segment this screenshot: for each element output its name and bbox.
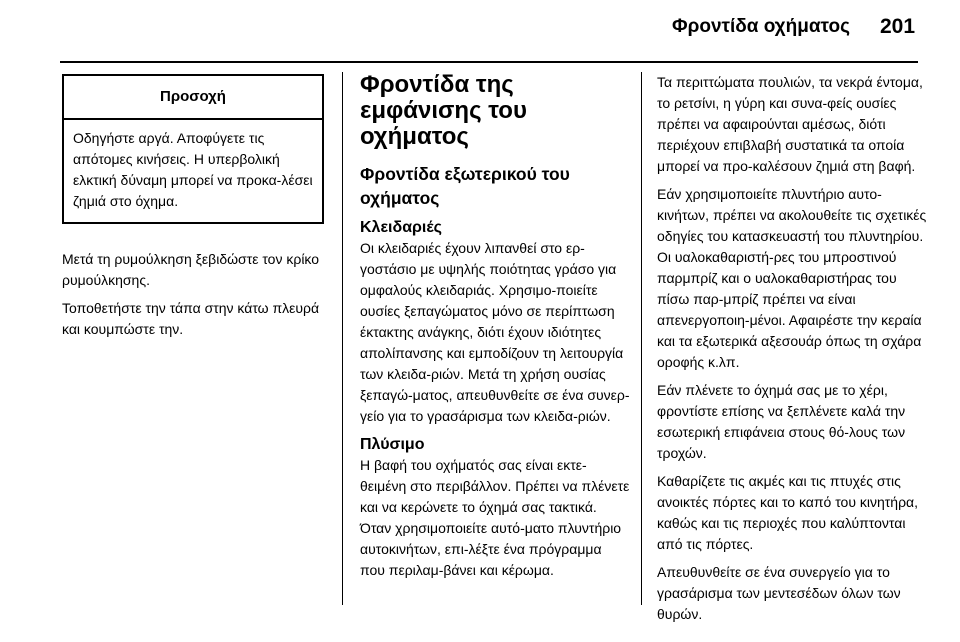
running-title: Φροντίδα οχήματος: [672, 16, 850, 37]
caution-text: Οδηγήστε αργά. Αποφύγετε τις απότομες κινήσεις. Η υπερβολική ελκτική δύναμη μπορεί να προκα-λέσει ζημιά στο όχημα.: [73, 130, 313, 209]
paragraph-bird-droppings: Τα περιττώματα πουλιών, τα νεκρά έντομα, το ρετσίνι, η γύρη και συνα-φείς ουσίες πρέπει να αφαιρούνται αμέσως, διότι περιέχουν επιβλαβή συστατικά τα οποία μπορεί να προ-καλέσουν ζημιά στη βαφή.: [657, 74, 923, 174]
header-rule: [60, 61, 918, 63]
caution-box: [62, 74, 324, 224]
paragraph-refit-cap: Τοποθετήστε την τάπα στην κάτω πλευρά και κουμπώστε την.: [62, 300, 320, 337]
page-number: 201: [880, 15, 916, 38]
washing-text: Η βαφή του οχήματός σας είναι εκτε-θειμένη στο περιβάλλον. Πρέπει να πλένετε και να κερώνετε το όχημά σας τακτικά. Όταν χρησιμοποιείτε αυτό-ματο πλυντήριο αυτοκινήτων, επι-λέξτε ένα πρόγραμμα που περιλαμ-βάνει και κέρωμα.: [360, 457, 630, 578]
locks-text: Οι κλειδαριές έχουν λιπανθεί στο ερ-γοστάσιο με υψηλής ποιότητας γράσο για ομφαλούς κλειδαριάς. Χρησιμο-ποιείτε ουσίες ξεπαγώματος μόνο σε περίπτωση έκτακτης ανάγκης, διότι έχουν ιδιότητες απολίπανσης και εμποδίζουν τη λειτουργία των κλειδα-ριών. Μετά τη χρήση ουσίας ξεπαγώ-ματος, απευθυνθείτε σε ένα συνερ-γείο για το γρασάρισμα των κλειδα-ριών.: [360, 240, 630, 424]
section-title: Φροντίδα της εμφάνισης του οχήματος: [360, 71, 527, 150]
column-divider-right: [641, 72, 642, 605]
washing-heading: Πλύσιμο: [360, 436, 425, 453]
page-header: [0, 0, 960, 60]
locks-heading: Κλειδαριές: [360, 219, 442, 236]
left-column: [62, 74, 324, 347]
paragraph-car-wash: Εάν χρησιμοποιείτε πλυντήριο αυτο-κινήτων, πρέπει να ακολουθείτε τις σχετικές οδηγίες του κατασκευαστή του πλυντηρίου. Οι υαλοκαθαριστή-ρες του μπροστινού παρμπρίζ και ο υαλοκαθαριστήρας του πίσω παρ-μπρίζ πρέπει να είναι απενεργοποιη-μένοι. Αφαιρέστε την κεραία και τα εξωτερικά αξεσουάρ όπως τη σχάρα οροφής κ.λπ.: [657, 186, 927, 370]
column-divider-left: [342, 72, 343, 605]
paragraph-unscrew-eye: Μετά τη ρυμούλκηση ξεβιδώστε τον κρίκο ρυμούλκησης.: [62, 251, 320, 288]
middle-column: [360, 72, 630, 588]
paragraph-hinges: Απευθυνθείτε σε ένα συνεργείο για το γρασάρισμα των μεντεσέδων όλων των θυρών.: [657, 564, 901, 622]
paragraph-hand-wash: Εάν πλένετε το όχημά σας με το χέρι, φροντίστε επίσης να ξεπλένετε καλά την εσωτερική επιφάνεια στους θό-λους των τροχών.: [657, 382, 906, 461]
paragraph-edges-folds: Καθαρίζετε τις ακμές και τις πτυχές στις ανοικτές πόρτες και το καπό του κινητήρα, καθώς και τις περιοχές που καλύπτονται από τις πόρτες.: [657, 473, 919, 552]
caution-title: Προσοχή: [64, 76, 322, 120]
right-column: [657, 72, 932, 632]
subsection-title: Φροντίδα εξωτερικού του οχήματος: [360, 164, 570, 208]
